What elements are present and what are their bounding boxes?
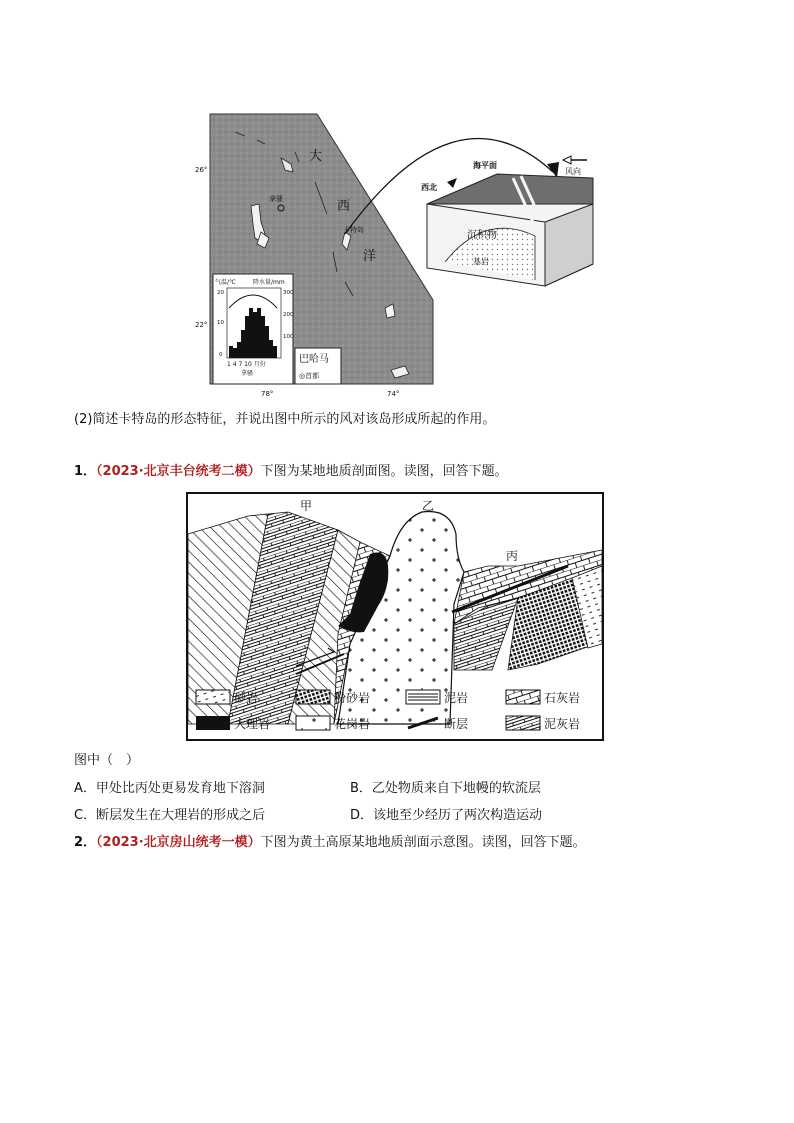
lon-78-label: 78° bbox=[261, 390, 274, 398]
sea-level-label: 海平面 bbox=[473, 161, 497, 170]
climate-tick-left-0: 0 bbox=[219, 352, 223, 358]
question-2-source: （2023·北京房山统考一模） bbox=[96, 835, 261, 850]
map-figure bbox=[195, 112, 615, 398]
option-c[interactable]: C．断层发生在大理岩的形成之后 bbox=[74, 808, 266, 823]
question-2-number: 2． bbox=[74, 835, 97, 850]
label-jia: 甲 bbox=[300, 499, 313, 513]
label-bing: 丙 bbox=[506, 549, 519, 563]
precip-bar bbox=[245, 316, 249, 358]
precip-bar bbox=[261, 316, 265, 358]
question-1-header bbox=[74, 463, 508, 481]
legend-marl: 泥灰岩 bbox=[544, 717, 581, 731]
sediment-label: 沉积物 bbox=[467, 230, 497, 241]
climate-tick-right-200: 200 bbox=[283, 312, 294, 318]
capital-legend: ◎首都 bbox=[299, 372, 320, 380]
climate-tick-left-20: 20 bbox=[217, 290, 224, 296]
precip-bar bbox=[229, 346, 233, 358]
precip-bar bbox=[273, 346, 277, 358]
question-1-stem: 下图为某地地质剖面图。读图，回答下题。 bbox=[260, 464, 508, 479]
legend-mudstone: 泥岩 bbox=[444, 691, 469, 705]
map-svg bbox=[195, 112, 615, 398]
option-d[interactable]: D．该地至少经历了两次构造运动 bbox=[350, 808, 543, 823]
climate-tick-right-300: 300 bbox=[283, 290, 294, 296]
climate-tick-left-10: 10 bbox=[217, 320, 224, 326]
country-label: 巴哈马 bbox=[299, 354, 329, 365]
pointer-arrowhead bbox=[547, 162, 559, 178]
ocean-label-da: 大 bbox=[309, 149, 323, 164]
question-sub2: (2)简述卡特岛的形态特征，并说出图中所示的风对该岛形成所起的作用。 bbox=[74, 412, 496, 427]
precip-bar bbox=[257, 308, 261, 358]
bedrock-label: 基岩 bbox=[473, 257, 489, 266]
lon-74-label: 74° bbox=[387, 390, 400, 398]
precip-bar bbox=[253, 312, 257, 358]
legend-fault: 断层 bbox=[444, 717, 469, 731]
question-1-number: 1． bbox=[74, 464, 97, 479]
precip-bar bbox=[241, 330, 245, 358]
lat-26-label: 26° bbox=[195, 166, 208, 174]
legend-siltstone: 粉砂岩 bbox=[334, 691, 371, 705]
label-yi: 乙 bbox=[422, 499, 435, 513]
option-a[interactable]: A．甲处比丙处更易发育地下溶洞 bbox=[74, 781, 265, 796]
climate-y-right: 降水量/mm bbox=[253, 279, 285, 286]
climate-months: 1 4 7 10 月份 bbox=[227, 361, 266, 368]
city-label: 拿骚 bbox=[269, 195, 283, 203]
ocean-label-yang: 洋 bbox=[363, 249, 377, 264]
climate-station: 拿骚 bbox=[241, 370, 254, 377]
geologic-section-svg bbox=[188, 494, 602, 739]
question-1-source: （2023·北京丰台统考二模） bbox=[96, 464, 261, 479]
precip-bar bbox=[249, 308, 253, 358]
legend-marble: 大理岩 bbox=[234, 717, 271, 731]
block-diagram bbox=[421, 156, 593, 286]
climate-tick-right-100: 100 bbox=[283, 334, 294, 340]
precip-bar bbox=[265, 326, 269, 358]
geologic-section-figure bbox=[186, 492, 604, 741]
climate-chart bbox=[213, 274, 294, 384]
precip-bar bbox=[269, 340, 273, 358]
precip-bar bbox=[237, 342, 241, 358]
legend-sandstone: 砂岩 bbox=[234, 691, 259, 705]
question-2-stem: 下图为黄土高原某地地质剖面示意图。读图，回答下题。 bbox=[260, 835, 586, 850]
legend-granite: 花岗岩 bbox=[334, 717, 371, 731]
northwest-label: 西北 bbox=[421, 183, 437, 192]
wind-label: 风向 bbox=[565, 167, 581, 176]
question-2-header bbox=[74, 834, 586, 852]
northwest-arrow bbox=[447, 178, 457, 188]
question-1-prompt: 图中（ ） bbox=[74, 753, 140, 768]
climate-y-left: 气温/℃ bbox=[215, 279, 236, 286]
legend-limestone: 石灰岩 bbox=[544, 691, 581, 705]
lat-22-label: 22° bbox=[195, 321, 208, 329]
island-label: 卡特岛 bbox=[343, 226, 364, 234]
option-b[interactable]: B．乙处物质来自下地幔的软流层 bbox=[350, 781, 541, 796]
precip-bar bbox=[233, 348, 237, 358]
ocean-label-xi: 西 bbox=[337, 199, 351, 214]
